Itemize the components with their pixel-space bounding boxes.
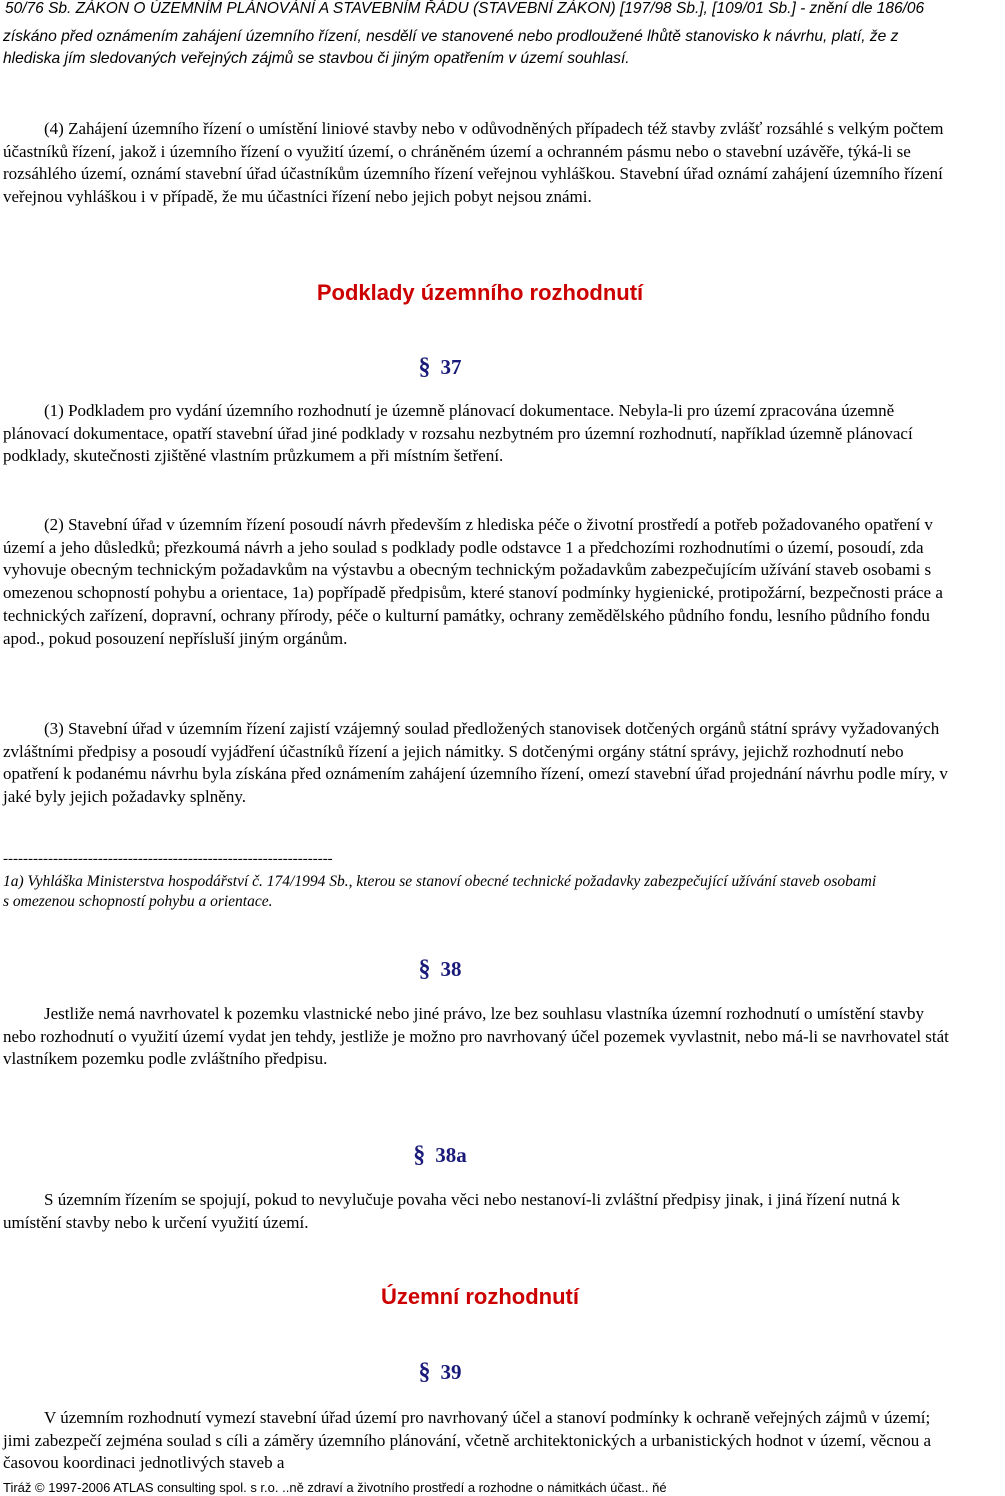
section-symbol: §: [418, 956, 431, 982]
section-37-body: [3, 400, 958, 468]
page-footer-clipped: Tiráž © 1997-2006 ATLAS consulting spol. s r.o. ..ně zdraví a životního prostředí a rozhodne o námitkách účast.. ňé: [3, 1480, 667, 1495]
section-symbol: §: [418, 1359, 431, 1385]
section-39-heading: [0, 1359, 880, 1385]
section-38-heading: [0, 956, 880, 982]
footnote-text: 1a) Vyhláška Ministerstva hospodářství č. 174/1994 Sb., kterou se stanoví obecné technické požadavky zabezpečující užívání staveb osobami s omezenou schopností pohybu a orientace.: [3, 873, 877, 910]
running-header: 50/76 Sb. ZÁKON O ÚZEMNÍM PLÁNOVÁNÍ A STAVEBNÍM ŘÁDU (STAVEBNÍ ZÁKON) [197/98 Sb.], [109/01 Sb.] - znění dle 186/06: [5, 0, 925, 17]
heading-uzemni-rozhodnuti: Územní rozhodnutí: [381, 1284, 579, 1309]
continuation-paragraph: získáno před oznámením zahájení územního řízení, nesdělí ve stanovené nebo prodloužené lhůtě stanovisko k návrhu, platí, že z hlediska jím sledovaných veřejných zájmů se stavbou či jiným opatřením v území souhlasí.: [3, 28, 899, 67]
section-38-number: 38: [440, 957, 462, 981]
section-37-number: 37: [440, 355, 462, 379]
section-37-paragraph-2: (2) Stavební úřad v územním řízení posoudí návrh především z hlediska péče o životní prostředí a potřeb požadovaného opatření v území a jeho důsledků; přezkoumá návrh a jeho soulad s podklady podle odstavce 1 a předchozími rozhodnutími o území, posoudí, zda vyhovuje obecným technickým požadavkům na výstavbu a obecným technickým požadavkům zabezpečujícím užívání staveb osobami s omezenou schopností pohybu a orientace, 1a) popřípadě předpisům, které stanoví podmínky hygienické, protipožární, bezpečnosti práce a technických zařízení, dopravní, ochrany přírody, péče o kulturní památky, ochrany zemědělského půdního fondu, lesního půdního fondu apod., pokud posouzení nepřísluší jiným orgánům.: [3, 515, 943, 648]
section-37-paragraph-1: (1) Podkladem pro vydání územního rozhodnutí je územně plánovací dokumentace. Nebyla-li pro území zpracována územně plánovací dokumentace, opatří stavební úřad jiné podklady v rozsahu nezbytném pro územní rozhodnutí, například územně plánovací podklady, skutečnosti zjištěné vlastním průzkumem a při místním šetření.: [3, 401, 913, 466]
section-37-heading: [0, 354, 880, 380]
section-38a-paragraph-1: S územním řízením se spojují, pokud to nevylučuje povaha věci nebo nestanoví-li zvláštní předpisy jinak, i jiná řízení nutná k umístění stavby nebo k určení využití území.: [3, 1190, 900, 1232]
paragraph-4: [3, 118, 958, 209]
section-38a-heading: [0, 1142, 880, 1168]
footnote-rule: ------------------------------------------------------------------: [3, 851, 333, 867]
section-38-paragraph-1: Jestliže nemá navrhovatel k pozemku vlastnické nebo jiné právo, lze bez souhlasu vlastníka územní rozhodnutí o umístění stavby nebo rozhodnutí o využití území vydat jen tehdy, jestliže je možno pro navrhovaný účel pozemek vyvlastnit, nebo má-li se navrhovatel stát vlastníkem pozemku podle zvláštního předpisu.: [3, 1004, 949, 1069]
section-39-number: 39: [440, 1360, 462, 1384]
section-37-body-2: [3, 514, 958, 650]
section-37-paragraph-3: (3) Stavební úřad v územním řízení zajistí vzájemný soulad předložených stanovisek dotčených orgánů státní správy vyžadovaných zvláštními předpisy a posoudí vyjádření účastníků řízení a jejich námitky. S dotčenými orgány státní správy, jejichž rozhodnutí nebo opatření k podanému návrhu byla získána před oznámením zahájení územního řízení, omezí stavební úřad projednání návrhu podle míry, v jaké byly jejich požadavky splněny.: [3, 719, 948, 807]
section-38-body: [3, 1003, 958, 1071]
paragraph-4-text: (4) Zahájení územního řízení o umístění liniové stavby nebo v odůvodněných případech též stavby zvlášť rozsáhlé s velkým počtem účastníků řízení, jakož i územního řízení o využití území, o chráněném území a ochranném pásmu nebo o stavební uzávěře, týká-li se rozsáhlého území, oznámí stavební úřad účastníkům územního řízení veřejnou vyhláškou. Stavební úřad oznámí zahájení územního řízení veřejnou vyhláškou i v případě, že mu účastníci řízení nebo jejich pobyt nejsou známi.: [3, 119, 944, 207]
section-37-body-3: [3, 718, 958, 809]
section-38a-body: [3, 1189, 958, 1234]
section-38a-number: 38a: [435, 1143, 467, 1167]
section-symbol: §: [413, 1142, 426, 1168]
section-symbol: §: [418, 354, 431, 380]
section-39-paragraph-1: V územním rozhodnutí vymezí stavební úřad území pro navrhovaný účel a stanoví podmínky k ochraně veřejných zájmů v území; jimi zabezpečí zejména soulad s cíli a záměry územního plánování, včetně architektonických a urbanistických hodnot v území, věcnou a časovou koordinaci jednotlivých staveb a: [3, 1408, 932, 1473]
section-39-body: [3, 1407, 958, 1475]
heading-podklady: Podklady územního rozhodnutí: [316, 280, 644, 305]
